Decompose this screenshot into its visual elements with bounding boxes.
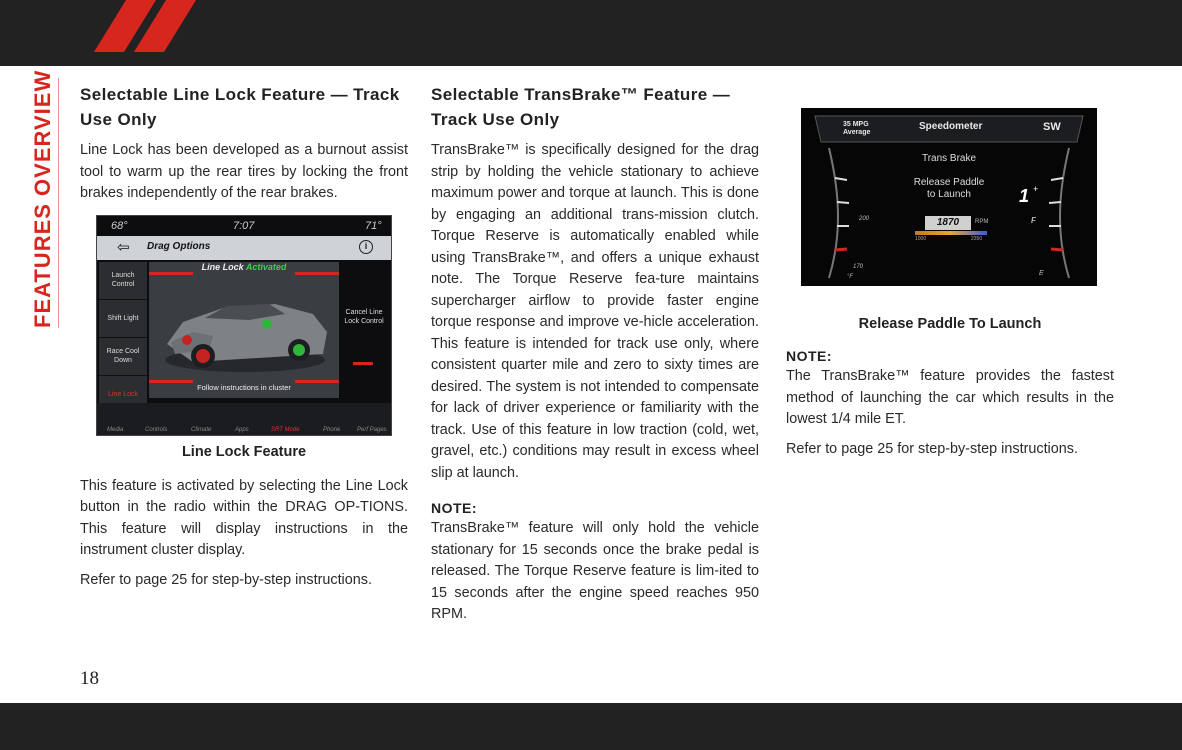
line-lock-screen-image — [96, 215, 392, 436]
race-cool-down-button: Race Cool Down — [99, 338, 147, 376]
page-number: 18 — [80, 668, 99, 689]
temp-gauge-top: 200 — [859, 216, 870, 222]
back-arrow-icon: ⇦ — [117, 238, 130, 256]
line-lock-body: This feature is activated by selecting the Line Lock button in the radio within the DRAG OP-TIONS. This feature will display instructions in the instrument cluster display. — [80, 477, 408, 558]
screen-status-bar — [97, 216, 391, 236]
cancel-line-lock-button: Cancel Line Lock Control — [344, 308, 384, 325]
rpm-max: 2350 — [971, 236, 983, 242]
column-cluster — [786, 82, 1114, 460]
cluster-note-body: The TransBrake™ feature provides the fastest method of launching the car which results in the lowest 1/4 mile ET. — [786, 368, 1114, 427]
header-bar — [0, 0, 1182, 66]
dock-apps: Apps — [235, 426, 249, 433]
line-lock-status-heading — [149, 262, 339, 272]
column-line-lock — [80, 82, 408, 591]
average-mpg — [843, 121, 870, 137]
temp-gauge-bottom: 170 — [853, 264, 864, 270]
dock-climate: Climate — [191, 426, 212, 433]
transbrake-body: TransBrake™ is specifically designed for the drag strip by holding the vehicle stationary to achieve maximum power and torque at launch. This is done by engaging an additional trans-mission clutch. Torque Reserve is automatically enabled while using TransBrake™, and offers a unique exhaust note. The Torque Reserve fea-ture maintains supercharger airflow to provide faster engine torque response and improve ve-hicle acceleration. This feature is intended for track use only, where consistent quarter mile and zero to sixty times are desired. The system is not intended to compensate for lack of driver experience or familiarity with the track. Use of this feature in low traction (cold, wet, gravel, etc.) conditions may result in excess wheel slip at launch. — [431, 142, 759, 481]
info-icon: i — [359, 240, 373, 254]
dock-perf-pages: Perf Pages — [357, 426, 387, 433]
gear-plus: + — [1033, 184, 1039, 194]
rpm-bar — [915, 231, 987, 235]
line-lock-caption: Line Lock Feature — [181, 443, 307, 460]
dock-controls: Controls — [145, 426, 168, 433]
dock-media: Media — [107, 426, 124, 433]
fuel-full: F — [1031, 216, 1036, 225]
line-lock-intro: Line Lock has been developed as a burnout assist tool to warm up the rear tires by locking the front brakes independently of the rear brakes. — [80, 142, 408, 201]
screen-title: Drag Options — [147, 240, 211, 252]
clock: 7:07 — [233, 219, 255, 232]
screen-header — [97, 236, 391, 260]
dock-srt-mode: SRT Mode — [271, 426, 300, 433]
section-side-label: FEATURES OVERVIEW — [30, 69, 55, 328]
temp-gauge-unit: °F — [847, 274, 854, 280]
transbrake-heading: Selectable TransBrake™ Feature — Track Use Only — [431, 85, 731, 129]
gear-indicator: 1 — [1019, 186, 1030, 206]
cluster-note-title: NOTE: — [786, 348, 833, 364]
dock-phone: Phone — [323, 426, 341, 433]
brand-stripes-logo — [62, 0, 202, 52]
temp-left: 68° — [111, 219, 128, 232]
line-lock-heading: Selectable Line Lock Feature — Track Use Only — [80, 85, 400, 129]
side-rule — [58, 78, 59, 328]
mpg-label: Average — [843, 129, 871, 136]
transbrake-note-title: NOTE: — [431, 500, 478, 516]
screen-dock — [97, 403, 391, 435]
drag-options-menu — [99, 262, 147, 414]
temp-right: 71° — [365, 219, 382, 232]
rpm-min: 1000 — [915, 236, 927, 242]
cluster-refer: Refer to page 25 for step-by-step instructions. — [786, 440, 1078, 457]
accent-line — [353, 362, 373, 365]
line-lock-label: Line Lock — [201, 261, 244, 272]
follow-instructions-text: Follow instructions in cluster — [197, 382, 291, 392]
compass-heading: SW — [1043, 121, 1061, 133]
to-launch-label: to Launch — [927, 189, 971, 200]
transbrake-note-body: TransBrake™ feature will only hold the vehicle stationary for 15 seconds once the brake pedal is released. The Torque Reserve feature is lim-ited to 15 seconds after the engine speed reaches 950 RPM. — [431, 520, 759, 622]
activated-label: Activated — [245, 261, 287, 272]
car-illustration-icon — [153, 274, 335, 382]
launch-control-button: Launch Control — [99, 262, 147, 300]
trans-brake-label: Trans Brake — [921, 153, 977, 164]
shift-light-button: Shift Light — [99, 300, 147, 338]
release-paddle-label: Release Paddle — [913, 177, 985, 188]
mpg-value: 35 MPG — [843, 121, 869, 128]
footer-bar — [0, 703, 1182, 750]
column-transbrake — [431, 82, 759, 626]
cluster-title: Speedometer — [919, 121, 983, 132]
cluster-screen-image — [801, 108, 1097, 286]
line-lock-refer: Refer to page 25 for step-by-step instructions. — [80, 571, 372, 588]
cluster-caption: Release Paddle To Launch — [858, 316, 1042, 332]
accent-line — [149, 272, 193, 275]
rpm-readout: 1870 — [925, 216, 971, 230]
rpm-unit: RPM — [975, 219, 989, 225]
line-lock-button: Line Lock — [99, 376, 147, 414]
accent-line — [295, 272, 339, 275]
fuel-empty: E — [1039, 270, 1044, 277]
